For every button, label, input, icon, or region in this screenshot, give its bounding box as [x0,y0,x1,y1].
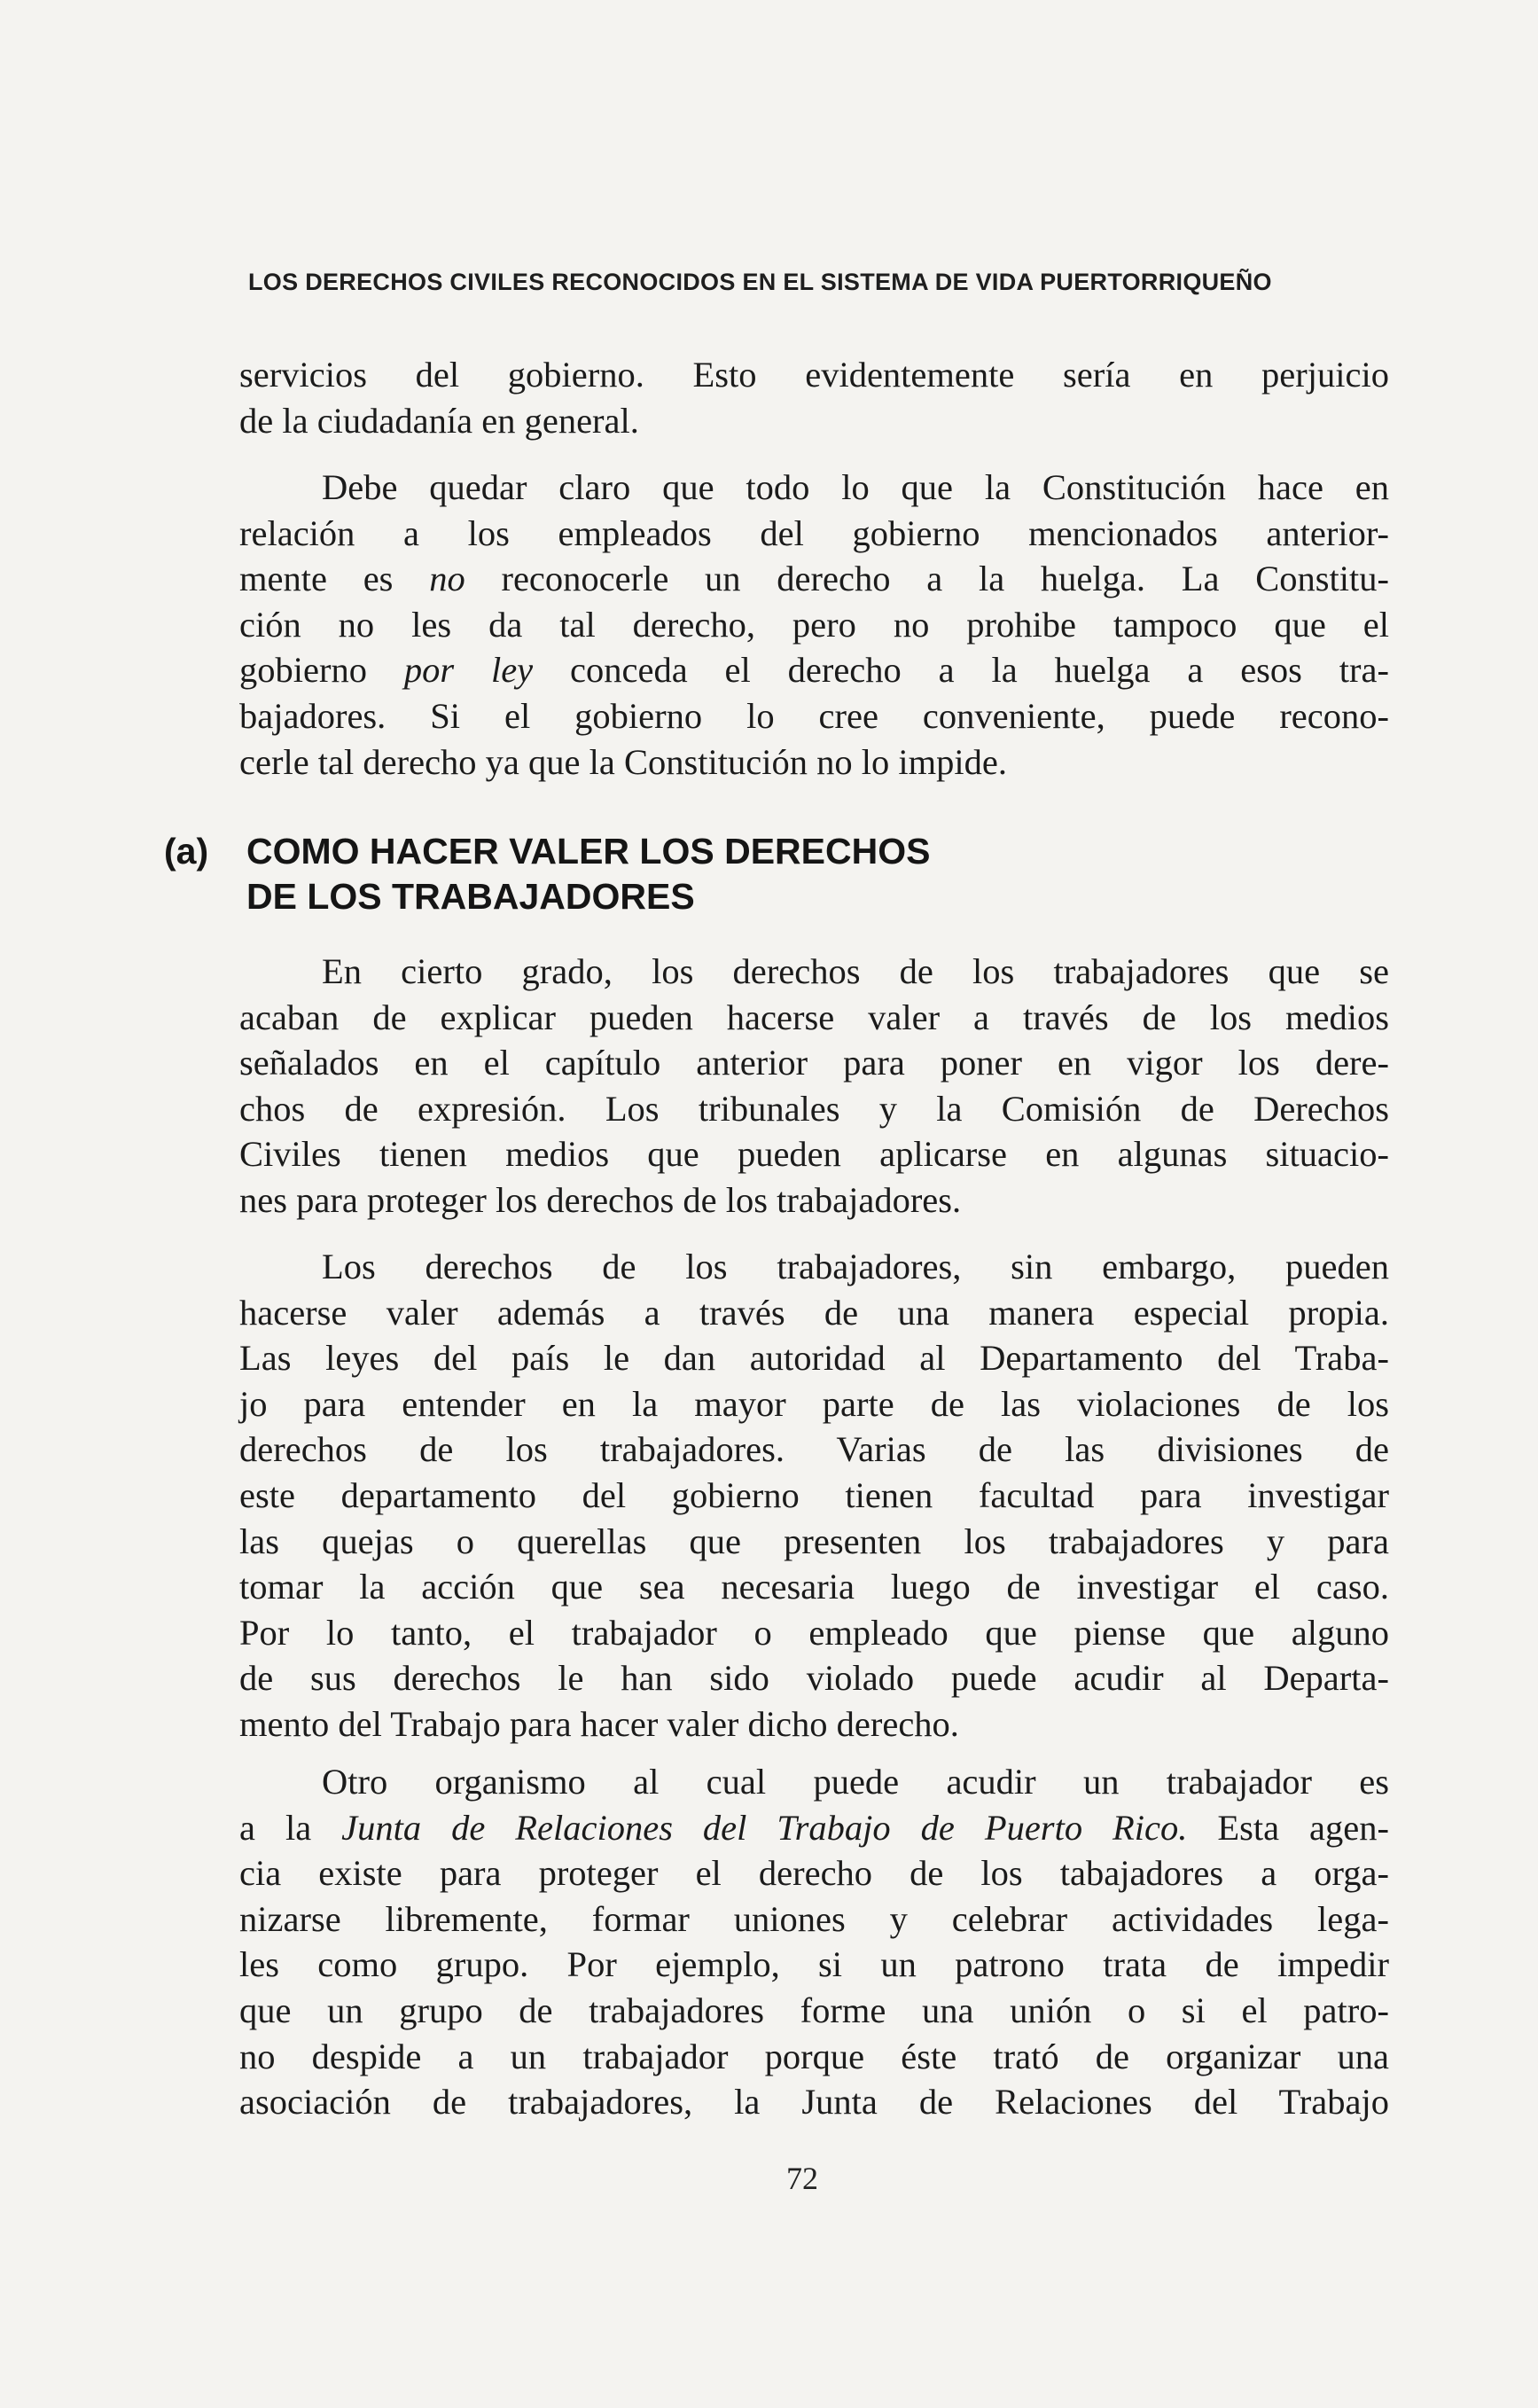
paragraph-labor-board [239,1759,1389,2125]
text-line: señalados en el capítulo anterior para poner en vigor los dere- [239,1043,1389,1083]
text-line: les como grupo. Por ejemplo, si un patrono trata de impedir [239,1944,1389,1985]
text-line: las quejas o querellas que presenten los trabajadores y para [239,1521,1389,1561]
section-marker: (a) [164,831,209,872]
text-line: relación a los empleados del gobierno mencionados anterior- [239,512,1389,553]
text-line: tomar la acción que sea necesaria luego de investigar el caso. [239,1567,1389,1607]
emphasis-text: no [429,559,465,599]
page-number: 72 [786,2161,818,2196]
paragraph-constitution [239,465,1389,785]
text-line: Las leyes del país le dan autoridad al Departamento del Traba- [239,1338,1389,1379]
text-line [239,647,1389,693]
section-title [246,829,930,919]
section-title-line: COMO HACER VALER LOS DERECHOS [246,831,931,872]
text-line: derechos de los trabajadores. Varias de las divisiones de [239,1429,1389,1470]
text-line: chos de expresión. Los tribunales y la Comisión de Derechos [239,1088,1389,1129]
text-line: de sus derechos le han sido violado puede acudir al Departa- [239,1658,1389,1699]
text-line: nizarse libremente, formar uniones y celebrar actividades lega- [239,1898,1389,1939]
text-run: reconocerle un derecho a la huelga. La Constitu- [465,559,1389,599]
text-line: cerle tal derecho ya que la Constitución no lo impide. [239,741,1007,782]
text-run: gobierno [239,650,404,691]
text-line: servicios del gobierno. Esto evidentemente sería en perjuicio [239,355,1389,395]
text-run: Esta agen- [1187,1807,1389,1848]
emphasis-text: por ley [403,650,534,691]
paragraph-enforcement [239,949,1389,1224]
text-run: mente es [239,559,430,599]
running-head: LOS DERECHOS CIVILES RECONOCIDOS EN EL SISTEMA DE VIDA PUERTORRIQUEÑO [248,269,1272,295]
text-line: no despide a un trabajador porque éste trató de organizar una [239,2036,1389,2076]
text-line: hacerse valer además a través de una manera especial propia. [239,1292,1389,1333]
text-line: ción no les da tal derecho, pero no prohibe tampoco que el [239,604,1389,645]
text-line: nes para proteger los derechos de los trabajadores. [239,1179,962,1220]
emphasis-text: Junta de Relaciones del Trabajo de Puerto Rico. [341,1807,1188,1848]
text-line: Debe quedar claro que todo lo que la Constitución hace en [322,467,1389,507]
section-title-line: DE LOS TRABAJADORES [246,876,695,917]
text-line [239,556,1389,602]
text-line: Otro organismo al cual puede acudir un trabajador es [322,1762,1389,1802]
text-line: Por lo tanto, el trabajador o empleado que piense que alguno [239,1612,1389,1653]
text-line: jo para entender en la mayor parte de las violaciones de los [239,1383,1389,1424]
text-line: acaban de explicar pueden hacerse valer a través de los medios [239,997,1389,1037]
text-line: de la ciudadanía en general. [239,400,639,441]
text-run: a la [239,1807,342,1848]
text-line: En cierto grado, los derechos de los trabajadores que se [322,951,1389,991]
text-line: que un grupo de trabajadores forme una unión o si el patro- [239,1990,1389,2030]
text-line: mento del Trabajo para hacer valer dicho derecho. [239,1703,959,1744]
text-line: este departamento del gobierno tienen facultad para investigar [239,1474,1389,1515]
text-line: asociación de trabajadores, la Junta de Relaciones del Trabajo [239,2082,1389,2123]
paragraph-labor-department [239,1244,1389,1747]
text-line: Los derechos de los trabajadores, sin embargo, pueden [322,1247,1389,1286]
text-run: conceda el derecho a la huelga a esos tra- [533,650,1389,691]
text-line [239,1805,1389,1851]
text-line: bajadores. Si el gobierno lo cree conveniente, puede recono- [239,695,1389,736]
paragraph-continuation [239,352,1389,443]
text-line: Civiles tienen medios que pueden aplicarse en algunas situacio- [239,1134,1389,1175]
text-line: cia existe para proteger el derecho de los tabajadores a orga- [239,1853,1389,1894]
